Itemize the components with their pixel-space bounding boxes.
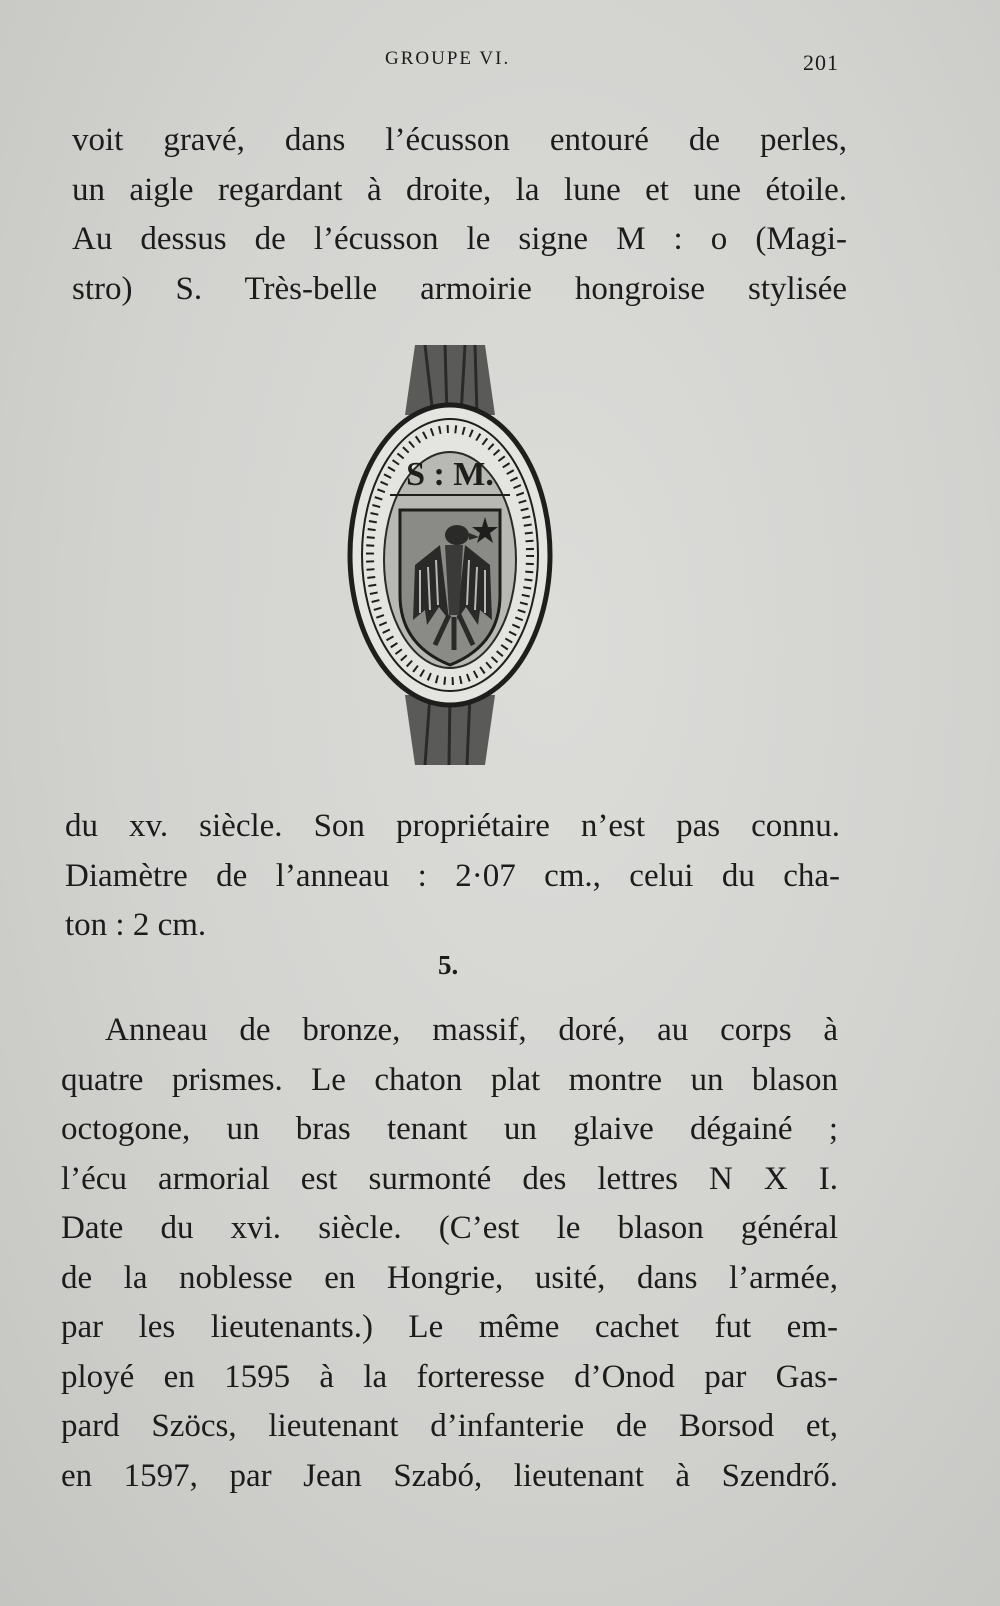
text-line: un aigle regardant à droite, la lune et une étoile. — [72, 171, 847, 208]
text-line: Au dessus de l’écusson le signe M : o (Magi- — [72, 221, 847, 257]
engraved-letters: S : M. — [406, 456, 494, 493]
text-line: l’écu armorial est surmonté des lettres N X I. — [61, 1160, 838, 1197]
text-line: stro) S. Très-belle armoirie hongroise stylisée — [72, 270, 847, 307]
text-line: par les lieutenants.) Le même cachet fut em- — [61, 1309, 838, 1345]
text-line: du xv. siècle. Son propriétaire n’est pas connu. — [65, 808, 840, 844]
text-line: pard Szöcs, lieutenant d’infanterie de Borsod et, — [61, 1408, 838, 1444]
text-line: Diamètre de l’anneau : 2·07 cm., celui du cha- — [65, 857, 840, 894]
text-line: octogone, un bras tenant un glaive dégainé ; — [61, 1111, 838, 1147]
signet-ring-engraving — [345, 345, 555, 765]
text-line: voit gravé, dans l’écusson entouré de perles, — [72, 122, 847, 158]
paragraph-middle — [65, 802, 840, 951]
text-line: Date du xvi. siècle. (C’est le blason général — [61, 1210, 838, 1246]
text-line: quatre prismes. Le chaton plat montre un blason — [61, 1061, 838, 1098]
text-line: en 1597, par Jean Szabó, lieutenant à Szendrő. — [61, 1457, 838, 1494]
text-line: de la noblesse en Hongrie, usité, dans l’armée, — [61, 1259, 838, 1296]
running-head: GROUPE VI. — [385, 48, 511, 69]
text-line: Anneau de bronze, massif, doré, au corps à — [105, 1012, 838, 1048]
paragraph-bottom — [61, 1006, 838, 1501]
paragraph-top — [72, 116, 847, 314]
section-number: 5. — [438, 950, 459, 980]
text-line: ton : 2 cm. — [65, 907, 207, 943]
page-number: 201 — [803, 50, 839, 75]
text-line: ployé en 1595 à la forteresse d’Onod par Gas- — [61, 1358, 838, 1395]
